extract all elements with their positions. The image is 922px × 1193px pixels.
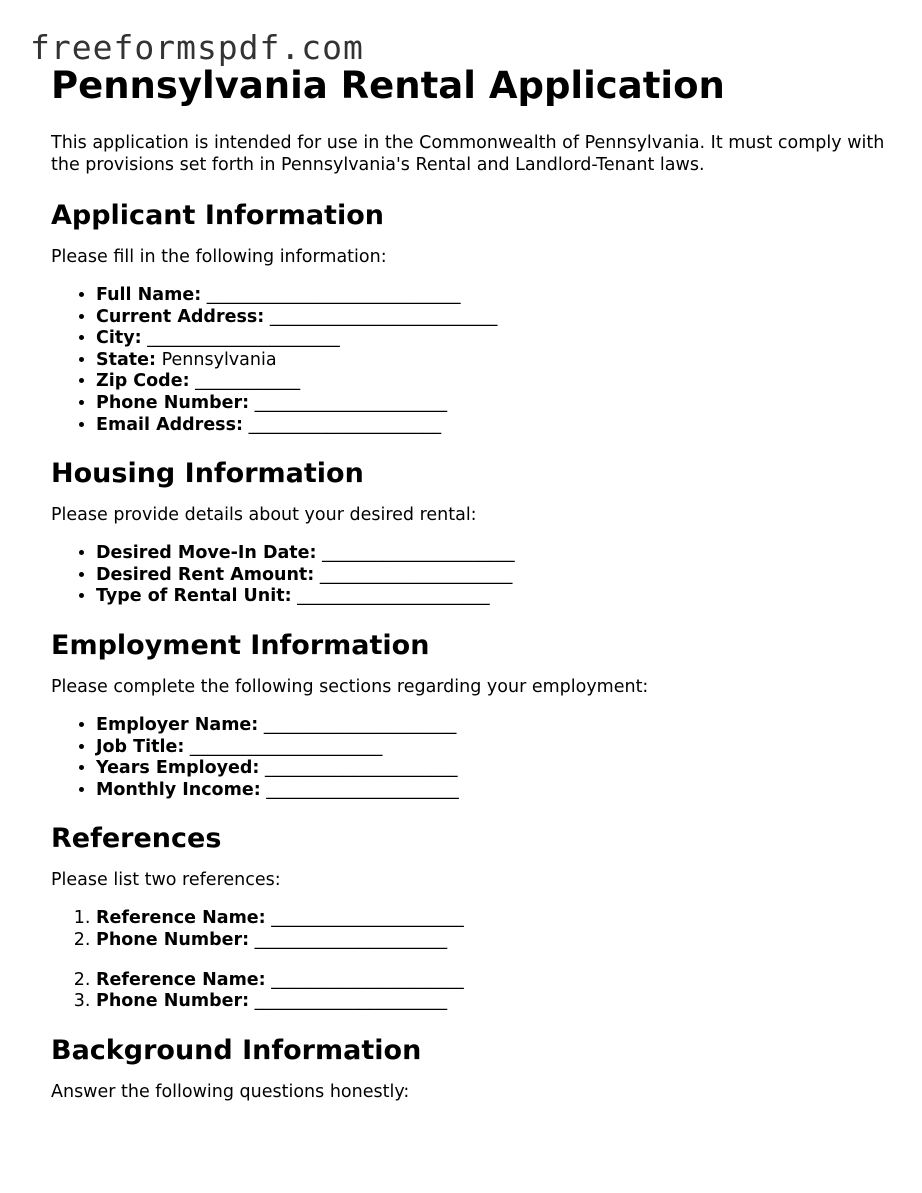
- document-page: [51, 62, 891, 1103]
- field-employer-name: [96, 715, 891, 737]
- field-value: Pennsylvania: [161, 349, 277, 370]
- field-job-title: [96, 737, 891, 759]
- field-label: Current Address:: [96, 306, 265, 327]
- field-phone-number: [96, 393, 891, 415]
- field-label: Desired Move-In Date:: [96, 543, 317, 564]
- intro-paragraph: This application is intended for use in the Commonwealth of Pennsylvania. It must comply with the provisions set forth in Pennsylvania's Rental and Landlord-Tenant laws.: [51, 133, 885, 175]
- field-city: [96, 328, 891, 350]
- applicant-heading: Applicant Information: [51, 200, 384, 231]
- field-blank[interactable]: ______________________: [248, 414, 442, 435]
- background-prompt: Answer the following questions honestly:: [51, 1081, 410, 1102]
- field-label: Monthly Income:: [96, 779, 261, 800]
- housing-heading: Housing Information: [51, 458, 364, 490]
- field-current-address: [96, 307, 891, 329]
- field-blank[interactable]: ______________________: [147, 328, 340, 349]
- field-rental-unit-type: [96, 586, 891, 608]
- field-rent-amount: [96, 565, 891, 587]
- field-full-name: [96, 285, 891, 307]
- page-title: Pennsylvania Rental Application: [51, 64, 725, 107]
- employment-prompt: Please complete the following sections regarding your employment:: [51, 676, 649, 697]
- field-blank[interactable]: ______________________: [263, 714, 457, 735]
- references-heading: References: [51, 823, 222, 855]
- field-label: Employer Name:: [96, 714, 259, 735]
- background-heading: Background Information: [51, 1034, 422, 1066]
- field-label: Years Employed:: [96, 758, 260, 779]
- field-monthly-income: [96, 780, 891, 802]
- field-state: [96, 350, 891, 372]
- field-label: Phone Number:: [96, 392, 250, 413]
- field-zip-code: [96, 371, 891, 393]
- housing-prompt: Please provide details about your desired rental:: [51, 505, 477, 526]
- field-email-address: [96, 415, 891, 437]
- field-blank[interactable]: ______________________: [271, 908, 464, 929]
- applicant-prompt: Please fill in the following information:: [51, 247, 387, 267]
- field-blank[interactable]: ______________________: [322, 543, 515, 564]
- field-label: Phone Number:: [96, 929, 250, 950]
- references-prompt: Please list two references:: [51, 870, 281, 891]
- watermark: freeformspdf.com: [30, 28, 364, 67]
- field-label: Reference Name:: [96, 908, 266, 929]
- field-blank[interactable]: ______________________: [254, 392, 448, 413]
- field-years-employed: [96, 758, 891, 780]
- field-label: Job Title:: [96, 736, 185, 757]
- field-reference-phone: [96, 930, 891, 952]
- field-blank[interactable]: ______________________: [319, 564, 513, 585]
- field-blank[interactable]: ______________________: [265, 758, 458, 779]
- field-label: Desired Rent Amount:: [96, 564, 315, 585]
- field-label: State:: [96, 349, 157, 370]
- field-reference-name: [96, 970, 891, 992]
- field-blank[interactable]: ______________________: [297, 586, 490, 607]
- field-reference-phone: [96, 991, 891, 1013]
- field-label: Phone Number:: [96, 991, 250, 1012]
- references-list-1: [51, 908, 891, 951]
- field-blank[interactable]: ______________________: [271, 969, 464, 990]
- field-blank[interactable]: ______________________: [189, 736, 383, 757]
- employment-heading: Employment Information: [51, 629, 430, 661]
- field-label: Email Address:: [96, 414, 244, 435]
- field-label: Full Name:: [96, 285, 202, 305]
- field-blank[interactable]: ______________________: [266, 779, 459, 800]
- field-blank[interactable]: _____________________________: [206, 285, 461, 305]
- employment-field-list: [51, 715, 891, 801]
- field-label: Type of Rental Unit:: [96, 586, 292, 607]
- references-list-2: [51, 970, 891, 1013]
- field-move-in-date: [96, 543, 891, 565]
- field-blank[interactable]: ______________________: [254, 929, 448, 950]
- field-label: City:: [96, 328, 142, 349]
- field-reference-name: [96, 908, 891, 930]
- housing-field-list: [51, 543, 891, 608]
- field-blank[interactable]: ______________________: [254, 991, 448, 1012]
- field-label: Zip Code:: [96, 371, 190, 392]
- field-blank[interactable]: __________________________: [269, 306, 498, 327]
- applicant-field-list: [51, 285, 891, 436]
- field-label: Reference Name:: [96, 969, 266, 990]
- field-blank[interactable]: ____________: [195, 371, 301, 392]
